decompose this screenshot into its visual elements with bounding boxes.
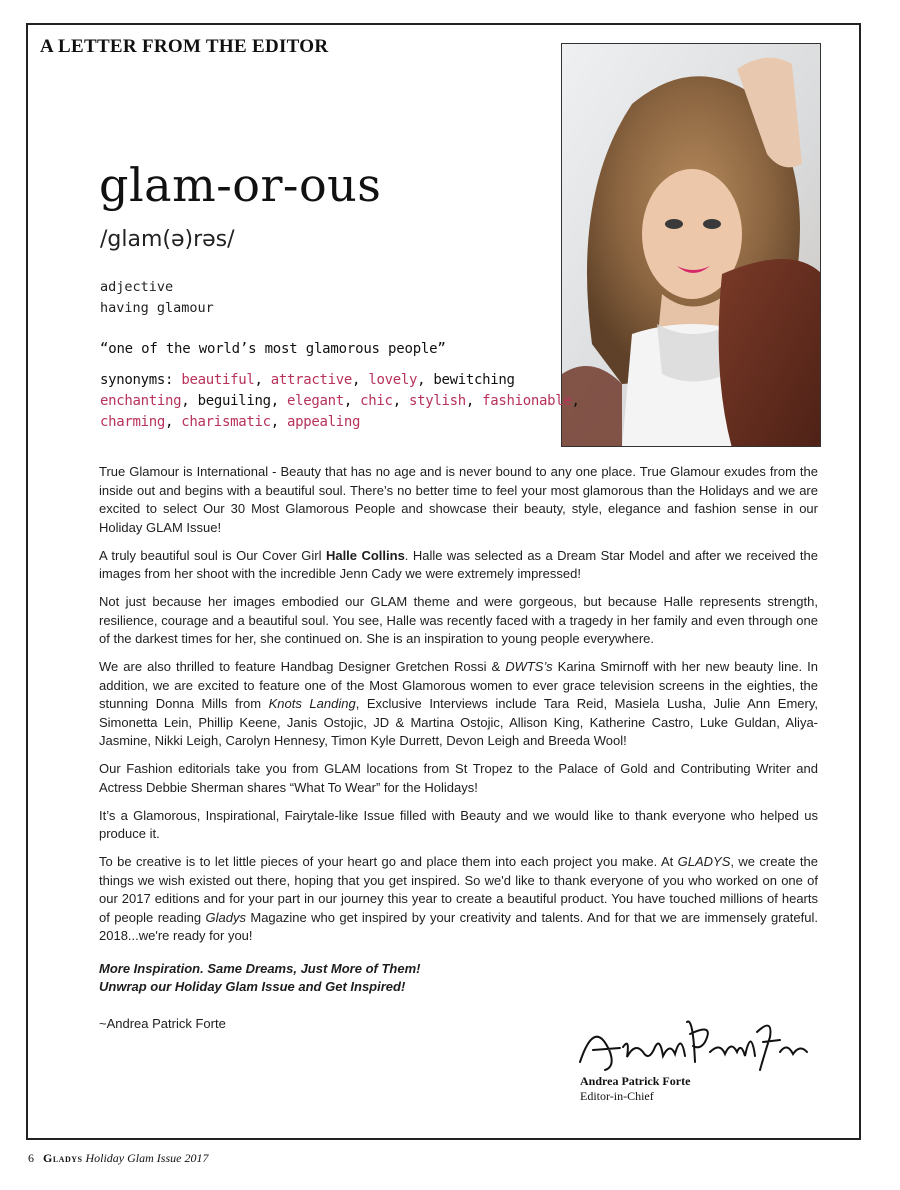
signature-graphic [575,1012,815,1082]
signature-name: Andrea Patrick Forte [580,1074,691,1088]
paragraph [99,658,818,751]
synonym: stylish [408,393,466,409]
paragraph: It’s a Glamorous, Inspirational, Fairytale-like Issue filled with Beauty and we would like to thank everyone who helped us produce it. [99,807,818,841]
synonyms-line-3: charming, charismatic, appealing [100,414,361,430]
definition-part-of-speech: adjective [100,279,174,295]
magazine-brand: Gladys [43,1151,83,1165]
page-footer [28,1151,208,1166]
synonym: beautiful [181,372,255,388]
signature-title: Editor-in-Chief [580,1089,654,1103]
paragraph-text: Karina Smirnoff with her new beauty line. In addition, we are excited to feature one of the Most Glamorous women to ever grace television screens in the eighties, the stunning Donna Mills from [99,659,819,711]
signoff: ~Andrea Patrick Forte [99,1015,226,1031]
paragraph: Our Fashion editorials take you from GLAM locations from St Tropez to the Palace of Gold and Contributing Writer and Actress Debbie Sherman shares “What To Wear” for the Holidays! [99,761,818,795]
paragraph [99,547,818,584]
synonym: charismatic [181,414,271,430]
paragraph-text: , Exclusive Interviews include Tara Reid, Masiela Lusha, Julie Ann Emery, Simonetta Lein, Phillip Keene, Janis Ostojic, JD & Martina Ostojic, Allison King, Katherine Castro, Luke Guldan, Aliya-Jasmine, Nikki Leigh, Carolyn Hennesy, Timon Kyle Durrett, Devon Leigh and Breeda Wool! [99,696,818,748]
show-title: DWTS’s [505,659,553,674]
paragraph-text: We are also thrilled to feature Handbag Designer Gretchen Rossi & [99,659,506,674]
paragraph [99,853,818,946]
definition-meaning: having glamour [100,300,214,316]
synonym: elegant [287,393,344,409]
closing-line: More Inspiration. Same Dreams, Just More of Them! [99,960,421,976]
definition-pronunciation: /glam(ə)rəs/ [100,227,235,252]
issue-title: Holiday Glam Issue 2017 [85,1151,209,1165]
synonym: attractive [270,372,353,388]
definition-headword: glam-or-ous [99,158,382,212]
definition-example: “one of the world’s most glamorous people” [100,341,446,357]
synonym: chic [360,393,393,409]
synonym: enchanting [100,393,182,409]
paragraph: True Glamour is International - Beauty that has no age and is never bound to any one place. True Glamour exudes from the inside out and begins with a beautiful soul. There’s no better time to feel your most glamorous than the Holidays and we are excited to select Our 30 Most Glamorous People and showcase their beauty, style, elegance and fashion sense in our Holiday GLAM Issue! [99,464,818,535]
paragraph-text: , we create the things we wish existed out there, hoping that you get inspired. So we'd like to thank everyone of you who worked on one of our 2017 editions and for your part in our journey this year to create a beautiful product. You have touched millions of hearts of people reading [99,854,818,925]
portrait-illustration [562,44,821,447]
paragraph-text: To be creative is to let little pieces of your heart go and place them into each project you make. At [99,854,678,869]
synonym: charming [100,414,166,430]
synonym: lovely [368,372,418,388]
synonym: bewitching [433,372,515,388]
signature-script [575,1012,815,1082]
synonyms-label: synonyms: [100,372,174,388]
synonym: fashionable [482,393,572,409]
letter-body [99,463,818,1043]
synonyms-line-1: synonyms: beautiful, attractive, lovely, bewitching [100,372,515,388]
paragraph-text: Magazine who get inspired by your creativity and talents. And for that we are immensely grateful. 2018...we're ready for you! [99,909,818,943]
magazine-name: GLADYS [677,854,731,869]
synonyms-line-2: enchanting, beguiling, elegant, chic, stylish, fashionable, [100,393,580,409]
editor-portrait [561,43,821,447]
magazine-name: Gladys [205,909,246,925]
section-title: A LETTER FROM THE EDITOR [40,36,329,57]
paragraph-text: A truly beautiful soul is Our Cover Girl [99,547,326,563]
cover-girl-name: Halle Collins [325,547,405,563]
paragraph: Not just because her images embodied our GLAM theme and were gorgeous, but because Halle represents strength, resilience, courage and a beautiful soul. You see, Halle was recently faced with a tragedy in her family and even through one of the darkest times for her, she continued on. She is an inspiration to young people everywhere. [99,594,818,646]
show-title: Knots Landing [268,696,356,711]
page-number: 6 [28,1151,34,1165]
closing-line: Unwrap our Holiday Glam Issue and Get Inspired! [99,979,406,994]
synonym: appealing [286,414,361,430]
synonym: beguiling [197,393,271,409]
paragraph-text: . Halle was selected as a Dream Star Model and after we received the images from her shoot with the incredible Jenn Cady we were extremely impressed! [99,547,818,581]
